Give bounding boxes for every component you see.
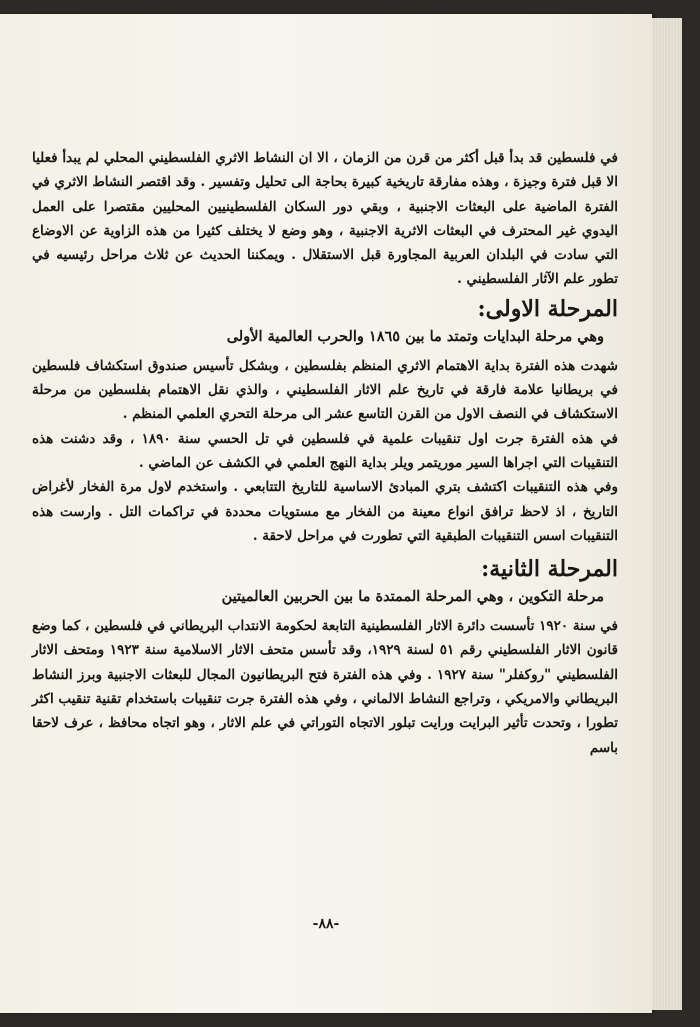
stage1-paragraph: شهدت هذه الفترة بداية الاهتمام الاثري المنظم بفلسطين ، وبشكل تأسيس صندوق استكشاف فلسطين في بريطانيا علامة فارقة في تاريخ علم الاثار الفلسطيني ، والذي نقل الاهتمام بفلسطين من مرحلة الاستكشاف في النصف الاول من القرن التاسع عشر الى مرحلة التحري العلمي المنظم . — [32, 357, 618, 423]
stage2-heading: المرحلة الثانية: — [481, 556, 618, 583]
page-text-block — [32, 146, 618, 760]
book-page — [0, 14, 652, 1013]
page-stack-edge — [652, 18, 682, 1010]
stage1-heading: المرحلة الاولى: — [477, 295, 618, 322]
page-number: -٨٨- — [312, 916, 340, 932]
stage1-subheading: وهي مرحلة البدايات وتمتد ما بين ١٨٦٥ والحرب العالمية الأولى — [226, 327, 604, 345]
stage1-paragraph: في هذه الفترة جرت اول تنقيبات علمية في فلسطين في تل الحسي سنة ١٨٩٠ ، وقد دشنت هذه التنقيبات التي اجراها السير موريتمر ويلر بداية النهج العلمي في الكشف عن الماضي . — [32, 430, 618, 471]
stage1-paragraph: وفي هذه التنقيبات اكتشف بتري المبادئ الاساسية للتاريخ التتابعي . واستخدم لاول مرة الفخار لأغراض التاريخ ، اذ لاحظ ترافق انواع معينة من الفخار مع مستويات محددة في تراكمات التل . وارست هذه التنقيبات اسس التنقيبات الطبقية التي تطورت في مراحل لاحقة . — [32, 479, 618, 544]
intro-paragraph: في فلسطين قد بدأ قبل أكثر من قرن من الزمان ، الا ان النشاط الاثري الفلسطيني المحلي لم يبدأ فعليا الا قبل فترة وجيزة ، وهذه مفارقة تاريخية كبيرة بحاجة الى تحليل وتفسير . وقد اقتصر النشاط الاثري في الفترة الماضية على البعثات الاجنبية ، وبقي دور السكان الفلسطينيين المحليين مقتصرا على العمل اليدوي غير المحترف في البعثات الاثرية الاجنبية ، وهو وضع لا يختلف كثيرا من هذه الزاوية عن الاوضاع التي سادت في البلدان العربية المجاورة قبل الاستقلال . ويمكننا الحديث عن ثلاث مراحل رئيسيه في تطور علم الآثار الفلسطيني . — [31, 150, 618, 288]
stage2-paragraph: في سنة ١٩٢٠ تأسست دائرة الاثار الفلسطينية التابعة لحكومة الانتداب البريطاني في فلسطين ، كما وضع قانون الاثار الفلسطيني رقم ٥١ لسنة ١٩٢٩، وقد تأسس متحف الاثار الاسلامية سنة ١٩٢٣ ومتحف الاثار الفلسطيني "روكفلر" سنة ١٩٢٧ . وفي هذه الفترة فتح البريطانيون المجال للبعثات الاجنبية وبرز النشاط البريطاني والامريكي ، وتراجع النشاط الالماني ، وفي هذه الفترة جرت تنقيبات باستخدام تقنية تنقيب اكثر تطورا ، وتحدت تأثير البرايت ورايت تبلور الاتجاه التوراتي في علم الاثار ، وهو اتجاه محافظ ، عرف لاحقا باسم — [32, 618, 618, 756]
stage2-subheading: مرحلة التكوين ، وهي المرحلة الممتدة ما بين الحربين العالميتين — [221, 588, 604, 606]
